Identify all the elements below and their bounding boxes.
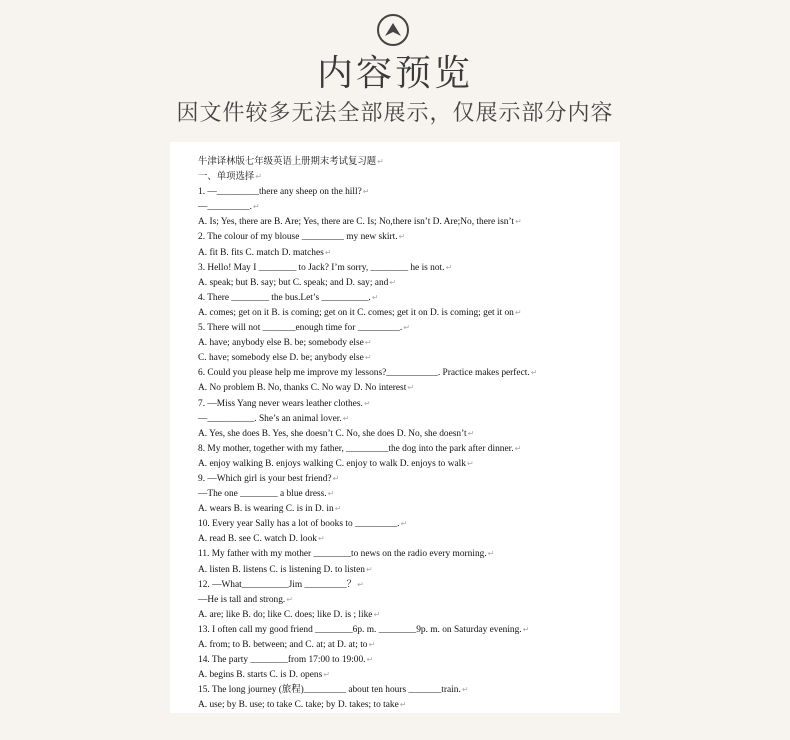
document-line-text: 15. The long journey (旅程)_________ about ten hours _______train. [198,685,461,696]
document-line-text: —The one ________ a blue dress. [198,489,327,500]
return-mark-icon: ↵ [389,277,397,287]
document-line-text: A. Is; Yes, there are B. Are; Yes, there are C. Is; No,there isn’t D. Are;No, there isn’t [198,217,514,228]
document-line [198,441,614,456]
document-line-text: A. have; anybody else B. be; somebody else [198,338,364,349]
return-mark-icon: ↵ [522,624,530,634]
return-mark-icon: ↵ [377,157,384,166]
document-line-text: A. No problem B. No, thanks C. No way D. No interest [198,383,407,394]
document-line-text: A. read B. see C. watch D. look [198,534,317,545]
document-line-text: —__________. She’s an animal lover. [198,413,342,424]
document-line-text: A. begins B. starts C. is D. opens [198,670,323,681]
document-line [198,260,614,275]
document-line [198,607,614,622]
return-mark-icon: ↵ [252,202,260,212]
document-line [198,380,614,395]
return-mark-icon: ↵ [407,383,415,393]
document-line [198,169,614,184]
return-mark-icon: ↵ [323,670,330,680]
return-mark-icon: ↵ [368,640,376,649]
return-mark-icon: ↵ [399,700,407,710]
document-line-text: A. from; to B. between; and C. at; at D. at; to [198,640,368,650]
document-line-text: A. Yes, she does B. Yes, she doesn’t C. No, she does D. No, she doesn’t [198,428,467,439]
document-line-text: A. listen B. listens C. is listening D. to listen [198,564,365,575]
document-line-text: C. have; somebody else D. be; anybody else [198,353,364,364]
return-mark-icon: ↵ [324,247,332,257]
return-mark-icon: ↵ [332,473,340,483]
return-mark-icon: ↵ [286,594,293,604]
return-mark-icon: ↵ [362,187,370,197]
document-line-text: 11. My father with my mother ________to news on the radio every morning. [198,549,487,560]
return-mark-icon: ↵ [327,489,335,499]
document-line [198,577,614,592]
document-lines [198,154,614,712]
return-mark-icon: ↵ [366,655,374,665]
return-mark-icon: ↵ [461,685,469,695]
return-mark-icon: ↵ [398,232,406,242]
document-line-text: 一、单项选择 [198,172,255,183]
document-line [198,546,614,561]
page-title: 内容预览 [316,53,473,94]
return-mark-icon: ↵ [514,307,522,317]
document-preview [170,142,620,713]
return-mark-icon: ↵ [334,504,342,514]
document-line [198,335,614,350]
document-line [198,426,614,441]
return-mark-icon: ↵ [357,579,364,589]
return-mark-icon: ↵ [487,549,495,559]
document-line [198,562,614,577]
return-mark-icon: ↵ [317,534,325,544]
return-mark-icon: ↵ [364,353,372,363]
document-line [198,592,614,607]
document-line-text: 6. Could you please help me improve my lessons?___________. Practice makes perfect. [198,368,530,379]
chevron-up-circle-icon[interactable] [377,14,409,46]
document-line [198,471,614,486]
document-line [198,154,614,169]
document-line [198,652,614,667]
document-line-text: A. are; like B. do; like C. does; like D. is ; like [198,609,373,620]
document-line-text: 9. —Which girl is your best friend? [198,473,332,484]
arrow-up-icon [384,22,402,38]
document-line [198,350,614,365]
return-mark-icon: ↵ [400,519,408,529]
document-line [198,396,614,411]
document-line-text: A. fit B. fits C. match D. matches [198,247,324,258]
document-line [198,365,614,380]
return-mark-icon: ↵ [445,262,453,272]
return-mark-icon: ↵ [255,172,262,182]
document-line [198,637,614,652]
document-line [198,184,614,199]
document-line-text: A. wears B. is wearing C. is in D. in [198,504,334,515]
document-line-text: 12. —What__________Jim _________？ [198,579,357,590]
page-subtitle: 因文件较多无法全部展示，仅展示部分内容 [176,101,614,126]
document-line-text: 10. Every year Sally has a lot of books to _________. [198,519,400,530]
document-line-text: A. speak; but B. say; but C. speak; and D. say; and [198,277,389,288]
document-line-text: 7. —Miss Yang never wears leather clothes. [198,398,363,409]
document-line [198,667,614,682]
return-mark-icon: ↵ [373,609,381,619]
document-line-text: A. comes; get on it B. is coming; get on it C. comes; get it on D. is coming; get it on [198,307,514,318]
document-line [198,411,614,426]
document-line [198,531,614,546]
document-line-text: 4. There ________ the bus.Let’s __________. [198,292,371,303]
document-line [198,305,614,320]
return-mark-icon: ↵ [342,413,350,423]
return-mark-icon: ↵ [466,458,474,468]
document-line-text: 3. Hello! May I ________ to Jack? I’m sorry, ________ he is not. [198,262,445,273]
document-line-text: —He is tall and strong. [198,594,286,605]
document-line-text: 8. My mother, together with my father, _________the dog into the park after dinner. [198,443,514,454]
return-mark-icon: ↵ [364,338,372,348]
document-line [198,214,614,229]
document-line [198,516,614,531]
document-line [198,290,614,305]
document-line [198,697,614,712]
document-line [198,456,614,471]
document-line-text: 14. The party ________from 17:00 to 19:00. [198,655,366,666]
document-line [198,245,614,260]
document-line-text: A. enjoy walking B. enjoys walking C. enjoy to walk D. enjoys to walk [198,458,466,469]
document-line-text: 13. I often call my good friend ________6p. m. ________9p. m. on Saturday evening. [198,624,522,635]
document-line-text: 牛津译林版七年级英语上册期末考试复习题 [198,157,377,167]
return-mark-icon: ↵ [371,292,379,302]
document-line-text: 5. There will not _______enough time for _________. [198,323,403,334]
document-line-text: 2. The colour of my blouse _________ my new skirt. [198,232,398,243]
return-mark-icon: ↵ [530,368,538,378]
document-line-text: —_________. [198,202,252,213]
return-mark-icon: ↵ [403,323,410,333]
document-line [198,320,614,335]
document-line-text: A. use; by B. use; to take C. take; by D. takes; to take [198,700,399,711]
document-line [198,682,614,697]
return-mark-icon: ↵ [363,398,371,408]
document-line [198,275,614,290]
return-mark-icon: ↵ [515,217,522,227]
return-mark-icon: ↵ [365,564,373,574]
document-line [198,229,614,244]
document-line-text: 1. —_________there any sheep on the hill? [198,187,362,198]
return-mark-icon: ↵ [514,443,522,453]
document-line [198,501,614,516]
document-line [198,486,614,501]
document-line [198,199,614,214]
return-mark-icon: ↵ [467,428,475,438]
document-line [198,622,614,637]
